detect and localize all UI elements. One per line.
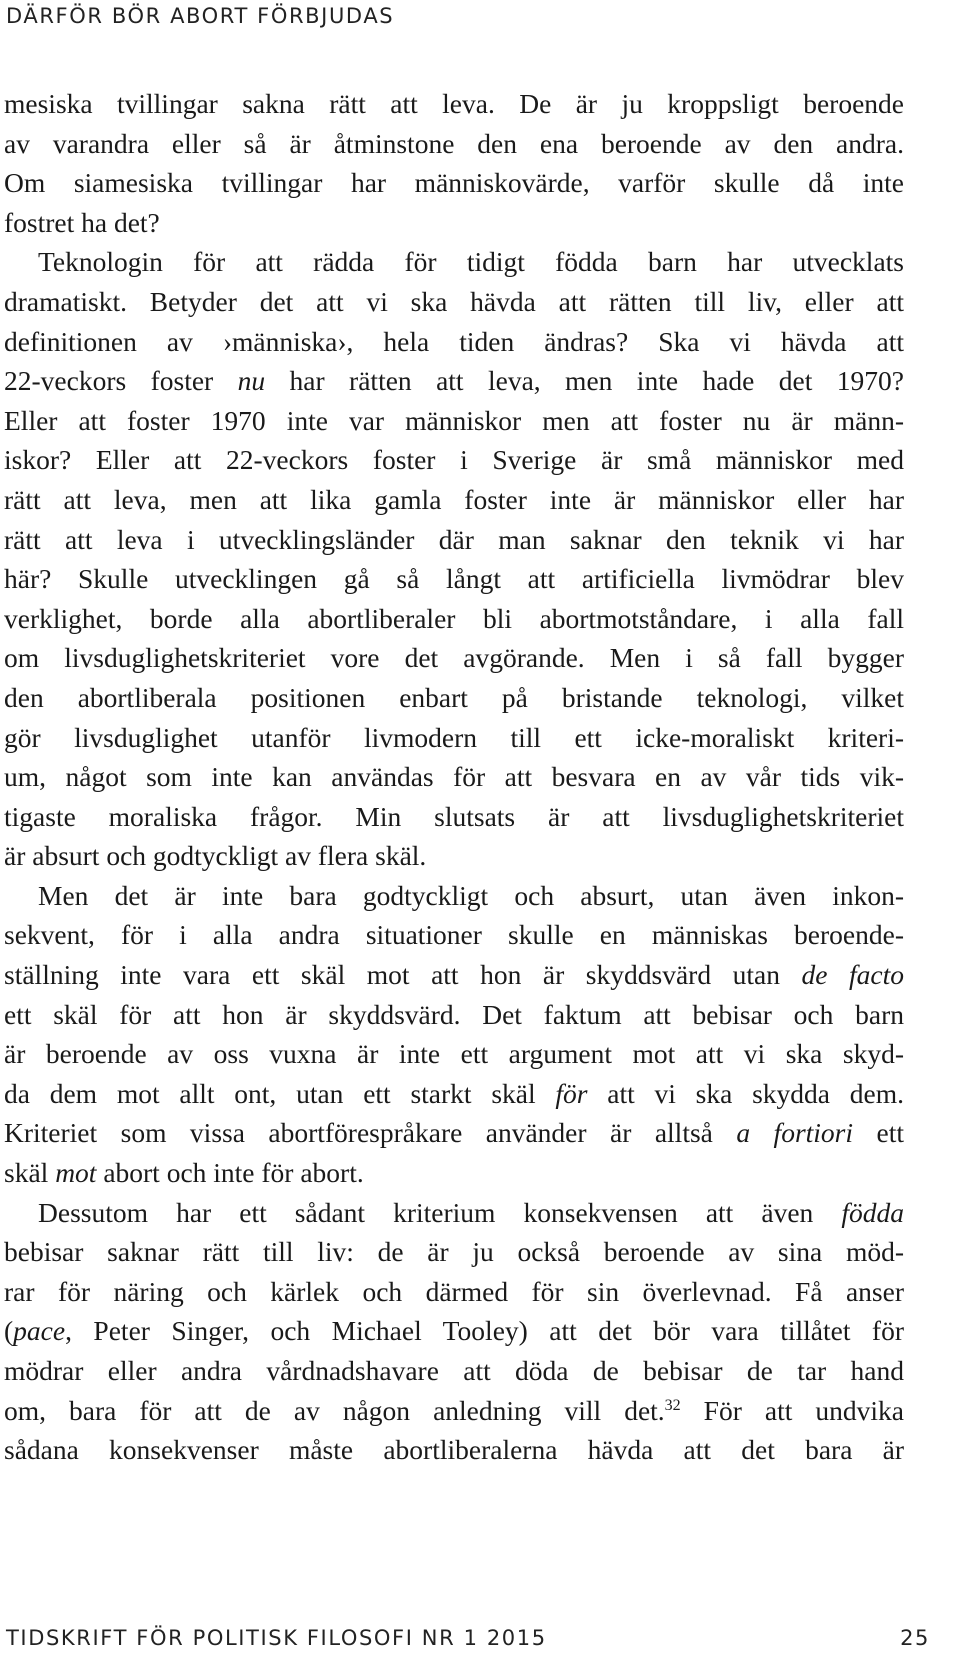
text-line: här? Skulle utvecklingen gå så långt att artificiella livmödrar blev [4,563,904,595]
text-line [4,1153,904,1193]
text-run: Dessutom har ett sådant kriterium konsekvensen att även [38,1196,842,1228]
text-run: 22-veckors foster [4,365,238,397]
text-line [4,955,904,995]
text-line: iskor? Eller att 22-veckors foster i Sverige är små människor med [4,444,904,476]
text-line: är absurt och godtyckligt av flera skäl. [4,840,427,872]
text-line: Eller att foster 1970 inte var människor men att foster nu är männ- [4,404,904,436]
text-line: mödrar eller andra vårdnadshavare att döda de bebisar de tar hand [4,1355,904,1386]
text-line [4,1311,904,1351]
text-line: Om siamesiska tvillingar har människovärde, varför skulle då inte [4,167,904,199]
text-line: Teknologin för att rädda för tidigt födda barn har utvecklats [38,246,904,278]
text-line [4,1391,904,1431]
text-run: , Peter Singer, och Michael Tooley) att det bör vara tillåtet för [65,1315,904,1347]
text-line: um, något som inte kan användas för att besvara en av vår tids vik- [4,761,904,793]
emphasis: födda [841,1196,904,1228]
text-run: ställning inte vara ett skäl mot att hon är skyddsvärd utan [4,959,802,991]
text-run: da dem mot allt ont, utan ett starkt skäl [4,1077,556,1109]
text-line: sekvent, för i alla andra situationer skulle en människas beroende- [4,919,904,951]
text-run: ( [4,1315,14,1347]
paragraph-1 [4,84,904,242]
text-line [4,1074,904,1114]
text-line [4,1193,904,1233]
paragraph-4 [4,1193,904,1470]
body-text [4,84,904,1470]
text-line: fostret ha det? [4,206,160,238]
text-line: Men det är inte bara godtyckligt och absurt, utan även inkon- [38,879,904,911]
text-line: dramatiskt. Betyder det att vi ska hävda att rätten till liv, eller att [4,285,904,317]
text-line [4,1113,904,1153]
text-line: definitionen av ›människa›, hela tiden ändras? Ska vi hävda att [4,325,904,357]
text-run: abort och inte för abort. [96,1157,364,1189]
journal-title: TIDSKRIFT FÖR POLITISK FILOSOFI NR 1 2015 [6,1626,547,1650]
text-line: av varandra eller så är åtminstone den ena beroende av den andra. [4,127,904,159]
text-line: ett skäl för att hon är skyddsvärd. Det faktum att bebisar och barn [4,998,904,1030]
paragraph-2 [4,242,904,876]
text-run: att vi ska skydda dem. [587,1077,904,1109]
text-run: För att undvika [680,1394,904,1426]
page-number: 25 [900,1626,930,1650]
text-line [4,361,904,401]
text-line: sådana konsekvenser måste abortliberalerna hävda att det bara är [4,1434,904,1466]
text-line: gör livsduglighet utanför livmodern till ett icke-moraliskt kriteri- [4,721,904,753]
text-line: rätt att leva, men att lika gamla foster inte är människor eller har [4,483,904,515]
emphasis: mot [55,1157,97,1189]
text-line: verklighet, borde alla abortliberaler bli abortmotståndare, i alla fall [4,602,904,634]
running-head: DÄRFÖR BÖR ABORT FÖRBJUDAS [6,4,395,28]
text-run: skäl [4,1157,56,1189]
text-line: rätt att leva i utvecklingsländer där man saknar den teknik vi har [4,523,904,555]
emphasis: för [555,1077,588,1109]
emphasis: a fortiori [736,1117,854,1149]
text-line: tigaste moraliska frågor. Min slutsats är att livsduglighetskriteriet [4,800,904,832]
emphasis: de facto [801,959,904,991]
text-line: rar för näring och kärlek och därmed för sin överlevnad. Få anser [4,1275,904,1307]
text-run: om, bara för att de av någon anledning vill det. [4,1394,665,1426]
text-line: bebisar saknar rätt till liv: de är ju också beroende av sina möd- [4,1236,904,1268]
text-run: har rätten att leva, men inte hade det 1970? [265,365,904,397]
text-run: Kriteriet som vissa abortförespråkare använder är alltså [4,1117,737,1149]
emphasis: pace [13,1315,66,1347]
page-footer [6,1626,930,1656]
emphasis: nu [237,365,266,397]
text-line: mesiska tvillingar sakna rätt att leva. De är ju kroppsligt beroende [4,88,904,119]
paragraph-3 [4,876,904,1193]
footnote-ref[interactable]: 32 [664,1396,681,1414]
text-run: ett [853,1117,904,1149]
text-line: är beroende av oss vuxna är inte ett argument mot att vi ska skyd- [4,1038,904,1070]
text-line: den abortliberala positionen enbart på bristande teknologi, vilket [4,681,904,713]
text-line: om livsduglighetskriteriet vore det avgörande. Men i så fall bygger [4,642,904,674]
